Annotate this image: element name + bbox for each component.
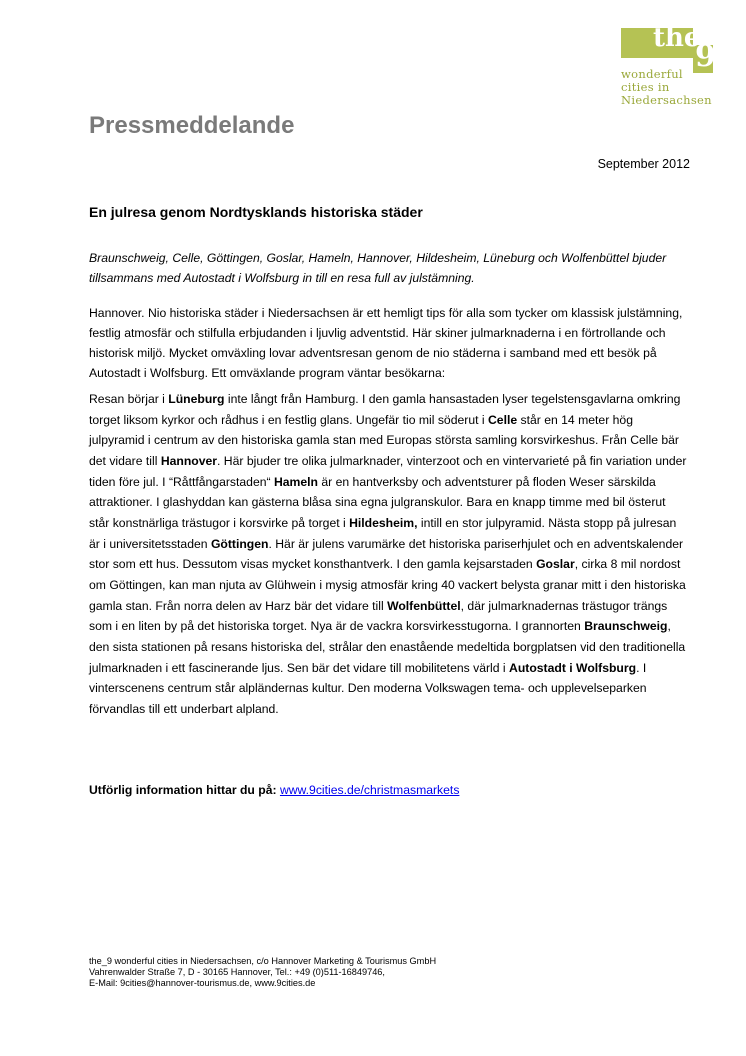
text-run: , den sista stationen på resans historiska del, strålar den enastående medeltida borgplatsen vid den traditionella julmarknaden i ett fascinerande ljus. Sen bär det vidare till mobilitetens värld i [89,619,686,675]
info-link[interactable]: www.9cities.de/christmasmarkets [279,783,460,797]
article-body [89,248,689,720]
city-name: Autostadt i Wolfsburg [509,660,637,675]
text-run: . I vinterscenens centrum står alpländernas kultur. Den moderna Volkswagen tema- och upplevelseparken förvandlas till ett underbart alpland. [89,660,647,716]
text-run: , cirka 8 mil nordost om Göttingen, kan man njuta av Glühwein i mysig atmosfär kring 40 vackert belysta granar mitt i den historiska gamla stan. Från norra delen av Harz bär det vidare till [89,557,686,613]
text-run: . Här bjuder tre olika julmarknader, vinterzoot och en vintervarieté på fin variation under tiden före jul. I “Råttfångarstaden“ [89,453,687,489]
itinerary-paragraph [89,389,689,720]
logo-tagline-line: cities in [621,80,670,94]
footer [89,956,436,989]
logo-tagline-line: Niedersachsen [621,93,712,107]
info-label: Utförlig information hittar du på: [89,783,277,797]
text-run: är en hantverksby och adventsturer på floden Weser särskilda attraktioner. I glashyddan kan gästerna blåsa sina egna julgranskulor. Bara en knapp timme med bil österut står konstnärliga trästugor i korsvirke på torget i [89,474,666,530]
footer-line: Vahrenwalder Straße 7, D - 30165 Hannover, Tel.: +49 (0)511-16849746, [89,967,385,977]
city-name: Goslar [536,557,575,572]
city-name: Hameln [273,474,318,489]
text-run: står en 14 meter hög julpyramid i centrum av den historiska gamla stan med Europas största samling korsvirkeshus. Från Celle bär det vidare till [89,412,679,468]
page-title: Pressmeddelande [89,112,295,139]
logo-tagline [621,68,712,107]
text-run: Resan börjar i [89,392,169,406]
logo-number: 9 [695,39,716,74]
text-run: , där julmarknadernas trästugor trängs som i en liten by på det historiska torget. Nya är de vackra korsvirkesstugorna. I grannorten [89,598,668,634]
info-line [89,783,459,797]
intro-paragraph: Hannover. Nio historiska städer i Niedersachsen är ett hemligt tips för alla som tycker om klassisk julstämning, festlig atmosfär och stilfulla erbjudanden i ljuvlig adventstid. Här skiner julmarknaderna i en förtrollande och historisk miljö. Mycket omväxling lovar adventsresan genom de nio städerna i samband med ett besök på Autostadt i Wolfsburg. Ett omväxlande program väntar besökarna: [89,306,683,380]
footer-line: the_9 wonderful cities in Niedersachsen, c/o Hannover Marketing & Tourismus GmbH [89,956,437,966]
city-name: Braunschweig [584,619,668,634]
text-run: intill en stor julpyramid. Nästa stopp på julresan är i universitetsstaden [89,515,677,551]
date: September 2012 [597,157,690,171]
lead-paragraph: Braunschweig, Celle, Göttingen, Goslar, Hameln, Hannover, Hildesheim, Lüneburg och Wolfenbüttel bjuder tillsammans med Autostadt i Wolfsburg in till en resa full av julstämning. [89,251,667,285]
logo [621,23,726,114]
text-run: inte långt från Hamburg. I den gamla hansastaden lyser tegelstensgavlarna omkring torget liksom kyrkor och rådhus i en festlig glans. Ungefär tio mil söderut i [89,392,681,427]
footer-line: E-Mail: 9cities@hannover-tourismus.de, www.9cities.de [89,978,316,988]
logo-word: the [653,23,701,53]
city-name: Göttingen [210,536,269,551]
city-name: Hildesheim, [349,515,418,530]
text-run: . Här är julens varumärke det historiska pariserhjulet och en adventskalender stor som ett hus. Dessutom visas mycket konsthantverk. I den gamla kejsarstaden [89,536,684,572]
city-name: Lüneburg [168,392,225,406]
city-name: Celle [487,412,518,427]
article-heading: En julresa genom Nordtysklands historiska städer [89,204,423,220]
city-name: Hannover [160,453,218,468]
logo-tagline-line: wonderful [621,67,683,81]
city-name: Wolfenbüttel [387,598,461,613]
